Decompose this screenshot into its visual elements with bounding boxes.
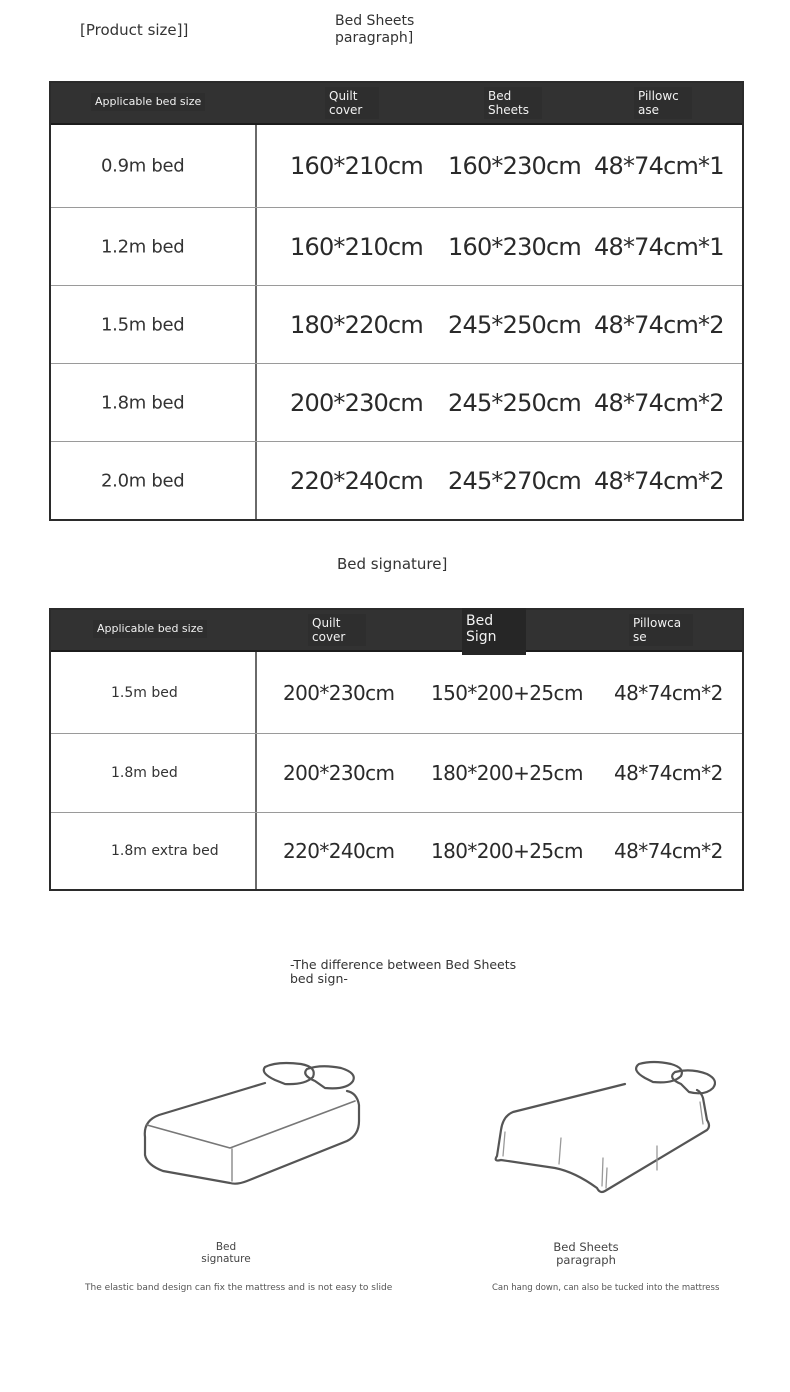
bed-signature-title: Bed signature] — [337, 555, 448, 573]
table-row — [51, 363, 742, 441]
difference-title — [290, 958, 516, 986]
header-label: se — [633, 630, 647, 644]
caption-line1: Bed Sheets — [553, 1240, 619, 1254]
column-divider — [255, 652, 257, 733]
header-label: Applicable bed size — [97, 622, 204, 635]
caption-line2: paragraph — [556, 1253, 616, 1267]
quilt-cover-cell: 200*230cm — [283, 761, 395, 785]
pillowcase-cell: 48*74cm*2 — [594, 310, 724, 339]
header-quilt-cover — [325, 87, 379, 119]
column-divider — [255, 813, 257, 889]
bed-size-cell: 1.5m bed — [101, 314, 185, 335]
sheet-cell: 245*270cm — [448, 466, 581, 495]
fitted-sheet-bed-icon — [135, 1055, 370, 1190]
product-size-title: [Product size]] — [80, 21, 189, 39]
difference-title-line2: bed sign- — [290, 971, 348, 986]
header-label: Applicable bed size — [95, 95, 202, 108]
table-row — [51, 812, 742, 889]
caption-line2: signature — [201, 1253, 251, 1265]
sheet-cell: 180*200+25cm — [431, 761, 583, 785]
quilt-cover-cell: 200*230cm — [283, 680, 395, 705]
header-bed-sheets — [484, 87, 542, 119]
bed-size-cell: 1.8m extra bed — [111, 843, 219, 859]
pillowcase-cell: 48*74cm*2 — [614, 761, 723, 785]
bed-signature-caption — [176, 1241, 276, 1265]
bed-size-cell: 1.8m bed — [111, 765, 178, 781]
bed-size-cell: 2.0m bed — [101, 470, 185, 491]
column-divider — [255, 125, 257, 207]
pillowcase-cell: 48*74cm*1 — [594, 152, 724, 180]
column-divider — [255, 364, 257, 441]
sheet-cell: 245*250cm — [448, 388, 581, 417]
pillowcase-cell: 48*74cm*2 — [594, 388, 724, 417]
header-label: Sign — [466, 629, 497, 645]
quilt-cover-cell: 220*240cm — [290, 466, 423, 495]
bed-signature-note: The elastic band design can fix the mattress and is not easy to slide — [85, 1283, 393, 1293]
sheet-cell: 245*250cm — [448, 310, 581, 339]
bed-signature-size-table — [49, 608, 744, 891]
quilt-cover-cell: 220*240cm — [283, 839, 395, 863]
quilt-cover-cell: 160*210cm — [290, 152, 423, 180]
table-body — [51, 652, 742, 889]
header-label: cover — [312, 630, 346, 644]
table-header — [51, 83, 742, 125]
flat-sheet-bed-icon — [485, 1058, 720, 1198]
bed-sheets-section-title — [335, 13, 420, 47]
column-divider — [255, 208, 257, 285]
sheet-cell: 150*200+25cm — [431, 680, 583, 705]
header-label: ase — [638, 103, 659, 117]
header-label: cover — [329, 103, 363, 117]
header-applicable-bed-size — [91, 93, 205, 111]
header-label: Pillowca — [633, 616, 682, 630]
table-body — [51, 125, 742, 519]
bed-size-cell: 1.8m bed — [101, 392, 185, 413]
header-applicable-bed-size — [93, 620, 207, 638]
table-header — [51, 610, 742, 652]
table-row — [51, 125, 742, 207]
sheet-cell: 160*230cm — [448, 232, 581, 261]
column-divider — [255, 286, 257, 363]
table-row — [51, 285, 742, 363]
bed-size-cell: 1.5m bed — [111, 684, 178, 701]
caption-line1: Bed — [215, 1241, 237, 1253]
bed-sheets-size-table — [49, 81, 744, 521]
header-label: Sheets — [488, 103, 529, 117]
table-row — [51, 207, 742, 285]
column-divider — [255, 442, 257, 519]
bed-size-cell: 0.9m bed — [101, 155, 185, 177]
header-quilt-cover — [308, 614, 366, 646]
header-label: Bed — [466, 613, 494, 629]
quilt-cover-cell: 180*220cm — [290, 310, 423, 339]
header-pillowcase — [629, 614, 693, 646]
table-row — [51, 733, 742, 812]
table-row — [51, 441, 742, 519]
pillowcase-cell: 48*74cm*1 — [594, 232, 724, 261]
header-label: Pillowc — [638, 89, 679, 103]
quilt-cover-cell: 200*230cm — [290, 388, 423, 417]
header-label: Quilt — [329, 89, 358, 103]
pillowcase-cell: 48*74cm*2 — [614, 839, 723, 863]
header-pillowcase — [634, 87, 692, 119]
bed-sheets-caption — [536, 1241, 636, 1267]
bed-sheets-note: Can hang down, can also be tucked into the mattress — [492, 1283, 720, 1293]
pillowcase-cell: 48*74cm*2 — [614, 680, 723, 705]
pillowcase-cell: 48*74cm*2 — [594, 466, 724, 495]
sheet-cell: 160*230cm — [448, 152, 581, 180]
difference-title-line1: -The difference between Bed Sheets — [290, 957, 517, 972]
bed-size-cell: 1.2m bed — [101, 236, 185, 257]
table-row — [51, 652, 742, 733]
header-label: Quilt — [312, 616, 341, 630]
bed-sheets-title-line: Bed Sheets paragraph] — [335, 13, 415, 46]
header-bed-sign — [462, 608, 526, 655]
header-label: Bed — [488, 89, 512, 103]
quilt-cover-cell: 160*210cm — [290, 232, 423, 261]
sheet-cell: 180*200+25cm — [431, 839, 583, 863]
column-divider — [255, 734, 257, 812]
